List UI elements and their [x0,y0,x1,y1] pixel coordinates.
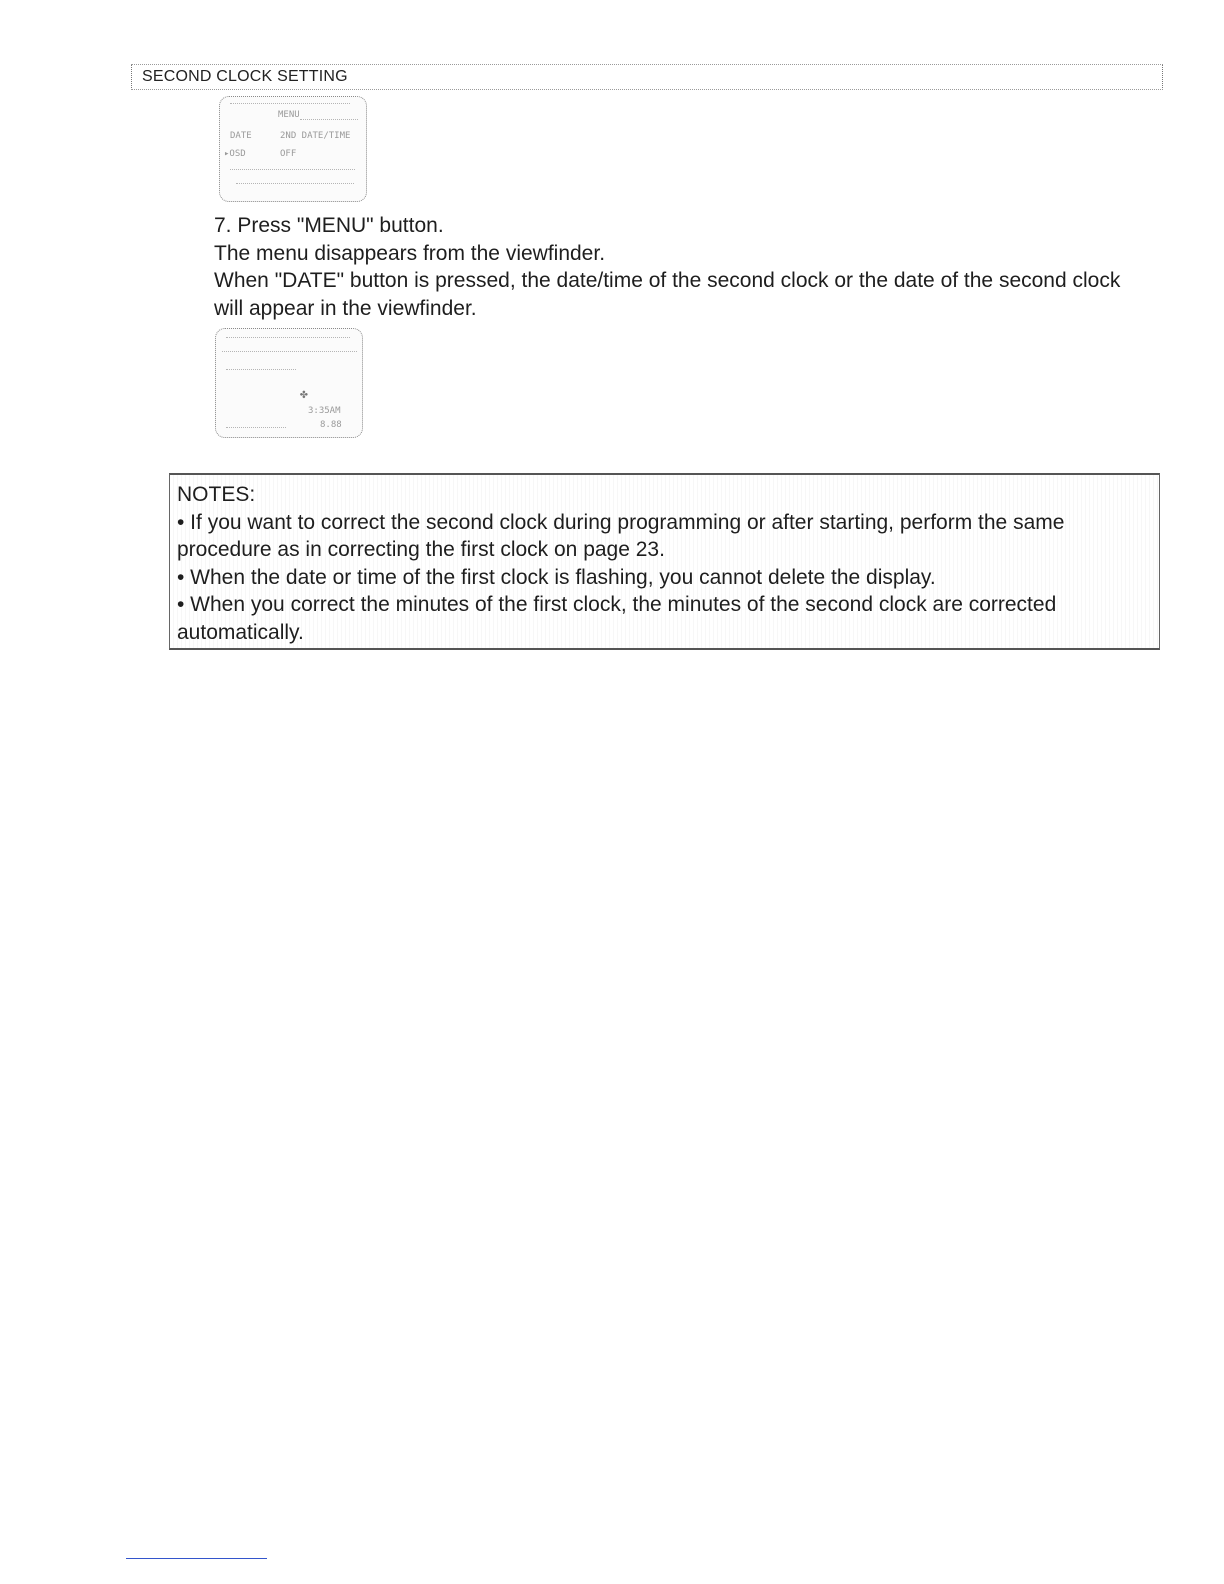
vf-decor-line [230,169,355,170]
footnote-divider [126,1558,267,1559]
note-item: • If you want to correct the second clock during programming or after starting, perform the same procedure as in correcting the first clock on page 23. [177,510,1065,561]
section-header [131,64,1163,90]
step-line-1: The menu disappears from the viewfinder. [214,241,606,265]
vf-clock-time: 3:35AM [308,406,341,416]
vf-clock-date: 8.88 [320,420,342,430]
notes-title: NOTES: [177,483,256,506]
notes-content [177,481,1152,646]
vf-row2-value: OFF [280,149,297,159]
vf-row1-label: DATE [230,131,252,141]
vf-decor-line [230,103,350,104]
step-text [214,212,1134,322]
step-line-2: When "DATE" button is pressed, the date/time of the second clock or the date of the second clock will appear in the viewfinder. [214,269,1121,320]
vf-decor-line [226,369,296,370]
vf-menu-title: MENU [278,110,300,120]
vf-decor-line [226,427,286,428]
cassette-icon: ✤ [300,387,308,402]
vf-row2-label: ▸OSD [224,149,246,159]
vf-decor-line [236,183,354,184]
viewfinder-clock-image [215,328,363,438]
note-item: • When you correct the minutes of the first clock, the minutes of the second clock are corrected automatically. [177,593,1057,644]
section-title: SECOND CLOCK SETTING [142,68,348,85]
vf-decor-line [300,119,358,120]
notes-box [169,473,1160,650]
vf-decor-line [222,351,357,352]
viewfinder-menu-image [219,96,367,202]
step-heading: 7. Press "MENU" button. [214,214,444,237]
vf-decor-line [226,337,350,338]
note-item: • When the date or time of the first clock is flashing, you cannot delete the display. [177,565,936,589]
vf-row1-value: 2ND DATE/TIME [280,131,351,141]
